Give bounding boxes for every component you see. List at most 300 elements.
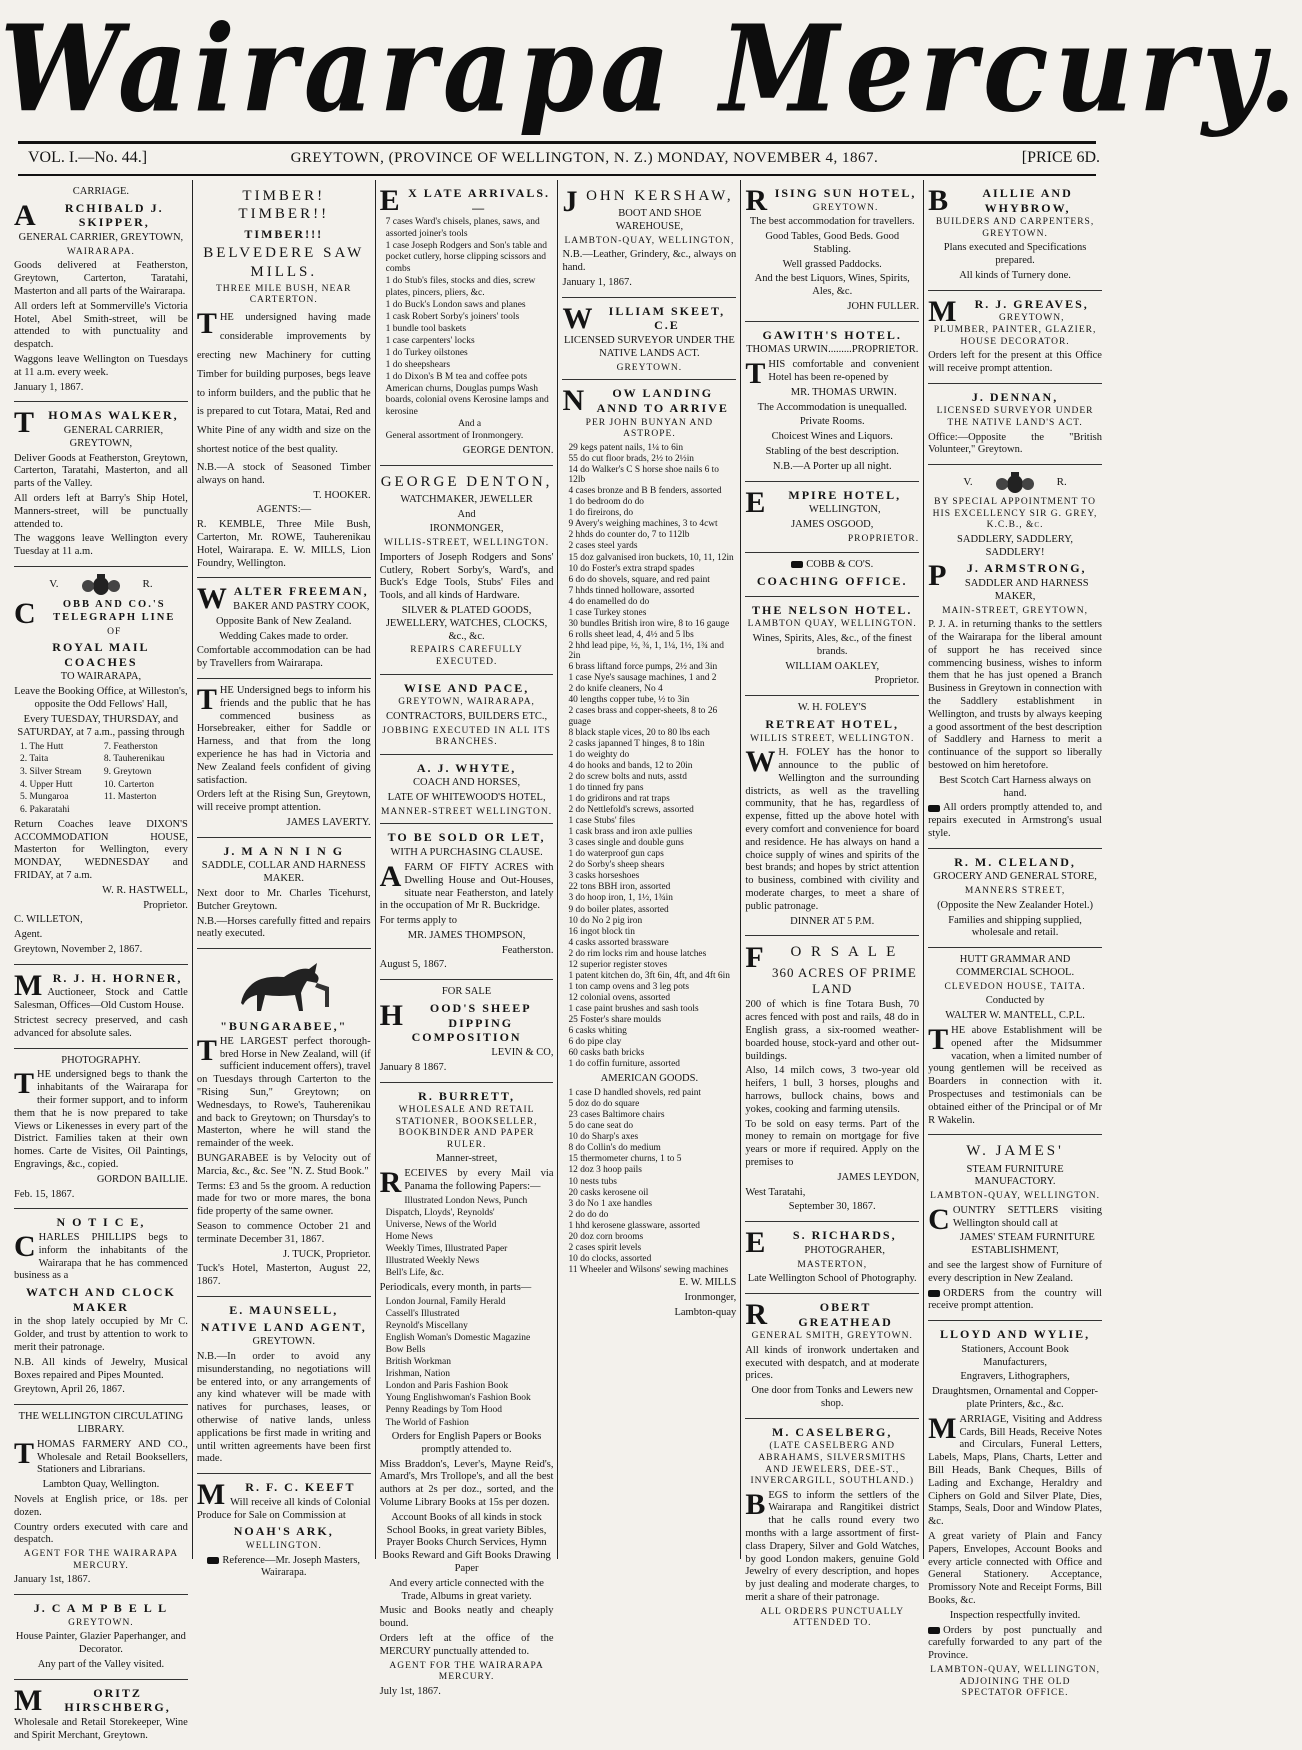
- bungarabee-terms: Terms: £3 and 5s the groom. A reduction made for two or more mares, the bona fide property of the same owner.: [196, 1180, 371, 1218]
- notice-date: Greytown, April 26, 1867.: [14, 1384, 125, 1396]
- walker-name: HOMAS WALKER,: [48, 408, 179, 423]
- list-item: 2 do screw bolts and nuts, asstd: [568, 772, 687, 783]
- list-item: 6 do do shovels, square, and red paint: [568, 574, 710, 585]
- list-item: 25 Foster's share moulds: [568, 1014, 662, 1025]
- ad-rising-sun: RISING SUN HOTEL, GREYTOWN. The best accommodation for travellers. Good Tables, Good Beds. Good Stabling. Well grassed Paddocks. And the best Liquors, Wines, Spirits, Ales, &c. JOHN FULLER.: [745, 180, 919, 322]
- library-heading: THE WELLINGTON CIRCULATING LIBRARY.: [18, 1411, 184, 1436]
- pointing-hand-icon: [791, 561, 803, 568]
- list-item: 1 case Turkey stones: [568, 607, 647, 618]
- royal-crest: [14, 574, 188, 596]
- empire-name: MPIRE HOTEL,: [788, 487, 902, 502]
- list-item: 1 case Nye's sausage machines, 1 and 2: [568, 673, 717, 684]
- dennan-office: Office:—Opposite the "British Volunteer," Greytown.: [928, 431, 1102, 456]
- list-item: 1 cask brass and iron axle pullies: [568, 827, 693, 838]
- pointing-hand-icon: [928, 1627, 940, 1634]
- list-item: 1 do weighty do: [568, 750, 630, 761]
- timber-signature: T. HOOKER.: [313, 489, 371, 501]
- sale-body-2: Also, 14 milch cows, 3 two-year old heifers, 1 bull, 3 horses, ploughs and harrows, bullock chains, bows and yokes, cooking and farming utensils.: [745, 1065, 920, 1115]
- list-item: 2 do Sorby's sheep shears: [568, 860, 665, 871]
- skipper-body-3: Waggons leave Wellington on Tuesdays at 11 a.m. every week.: [14, 354, 188, 378]
- list-item: 1 do fireirons, do: [568, 508, 634, 519]
- rising-sun-place: GREYTOWN.: [812, 202, 879, 213]
- list-item: Illustrated London News, Punch: [404, 1195, 528, 1206]
- burrett-more: And every article connected with the Trade, Albums in great variety.: [389, 1577, 544, 1602]
- rising-sun-body-3: Well grassed Paddocks.: [782, 258, 882, 270]
- list-item: Universe, News of the World: [385, 1220, 497, 1231]
- column-1: [10, 180, 192, 1741]
- ad-for-sale-land: F O R S A L E 360 ACRES OF PRIME LAND 200 of which is fine Totara Bush, 70 acres fenced with post and rails, 48 do in English grass, a six-roomed weather-boarded house, stock-yard and other out-buildings. Also, 14 milch cows, 3 two-year old heifers, 1 bull, 3 horses, ploughs and harrows, bullock chains, bows and yokes, cooking and farming utensils. To be sold on easy terms. Part of the money to remain on mortgage for five years or more if required. Apply on the premises to JAMES LEYDON, West Taratahi, September 30, 1867.: [745, 936, 919, 1222]
- denton-title-2: IRONMONGER,: [429, 523, 504, 535]
- skipper-title: GENERAL CARRIER, GREYTOWN,: [18, 232, 184, 244]
- ad-denton: [380, 466, 554, 675]
- stop-item: 5. Mungaroa: [20, 792, 69, 803]
- greathead-name: OBERT GREATHEAD: [798, 1299, 893, 1329]
- list-item: 6 do pipe clay: [568, 1036, 622, 1047]
- list-item: 1 do Turkey oilstones: [385, 348, 468, 359]
- timber-heading-2: TIMBER!!!: [244, 226, 324, 241]
- ad-library: THE WELLINGTON CIRCULATING LIBRARY. THOMAS FARMERY AND CO., Wholesale and Retail Booksellers, Stationers and Librarians. Lambton Quay, Wellington. Novels at English price, or 18s. per dozen. Country orders executed with care and despatch. AGENT FOR THE WAIRARAPA MERCURY. January 1st, 1867.: [14, 1405, 188, 1595]
- list-item: 1 do waterproof gun caps: [568, 849, 664, 860]
- greathead-body-2: One door from Tonks and Lewers new shop.: [751, 1385, 914, 1409]
- column-2: [192, 180, 375, 1579]
- denton-repairs: REPAIRS CAREFULLY EXECUTED.: [410, 645, 523, 667]
- gawith-body-5: Stabling of the best description.: [765, 445, 899, 457]
- ad-cobb: V. R. C OBB AND CO.'S TELEGRAPH LINE OF ROYAL MAIL COACHES TO WAIRARAPA, Leave the Booking Office, at Willeston's, opposite the Odd Fellows' Hall, Every TUESDAY, THURSDAY, and SATURDAY, at 7 a.m., passing through 1. The Hutt 7. Featherston 2. Taita 8. Tauherenikau 3. Silver Stream 9. Greytown 4. Upper Hutt 10. Carterton 5. Mungaroa 11. Masterton 6. Pakaratahi Return Coaches leave DIXON'S ACCOMMODATION HOUSE, Masterton for Wellington, every MONDAY, WEDNESDAY and FRIDAY, at 7 a.m. W. R. HASTWELL, Proprietor. C. WILLETON, Agent. Greytown, November 2, 1867.: [14, 567, 188, 965]
- hoods-signature: LEVIN & CO,: [491, 1046, 554, 1058]
- list-item: 2 cases brass and copper-sheets, 8 to 26 guage: [568, 706, 718, 727]
- burrett-account: Account Books of all kinds in stock School Books, in great variety Bibles, Prayer Books Church Services, Hymn Books Reward and Gift Books Drawing Paper: [382, 1511, 551, 1575]
- list-item: 4 casks assorted brassware: [568, 937, 669, 948]
- skeet-name: ILLIAM SKEET, C.E: [608, 303, 726, 333]
- pointing-hand-icon: [928, 1290, 940, 1297]
- stop-item: 11. Masterton: [103, 792, 157, 803]
- james-body: OUNTRY SETTLERS visiting Wellington should call at: [952, 1204, 1102, 1229]
- rising-sun-name: ISING SUN HOTEL,: [774, 186, 917, 200]
- list-item: Dispatch, Lloyds', Reynolds': [385, 1207, 495, 1218]
- list-item: 6 rolls sheet lead, 4, 4½ and 5 lbs: [568, 629, 694, 640]
- stop-item: 9. Greytown: [103, 767, 152, 778]
- sale-body-3: To be sold on easy terms. Part of the money to remain on mortgage for five years or more if required. Apply on the premises to: [745, 1118, 920, 1168]
- cleland-address: (Opposite the New Zealander Hotel.): [937, 899, 1094, 911]
- ad-wise-pace: [380, 675, 554, 755]
- burrett-music: Music and Books neatly and cheaply bound.: [379, 1605, 554, 1630]
- list-item: 2 do rim locks rim and house latches: [568, 948, 707, 959]
- sale-acres: 360 ACRES OF PRIME LAND: [771, 964, 917, 996]
- ad-burrett: R. BURRETT, WHOLESALE AND RETAIL STATIONER, BOOKSELLER, BOOKBINDER AND PAPER RULER. Manner-street, RECEIVES by every Mail via Panama the following Papers:— Illustrated London News, Punch Dispatch, Lloyds', Reynolds' Universe, News of the World Home News Weekly Times, Illustrated Paper Illustrated Weekly News Bell's Life, &c. Periodicals, every month, in parts— London Journal, Family Herald Cassell's Illustrated Reynold's Miscellany English Woman's Domestic Magazine Bow Bells British Workman Irishman, Nation London and Paris Fashion Book Young Englishwoman's Fashion Book Penny Readings by Tom Hood The World of Fashion Orders for English Papers or Books promptly attended to. Miss Braddon's, Lever's, Mayne Reid's, Amard's, Mrs Trollope's, and all the best authors at 2s per doz., sorted, and the Volume Library Books at 15s per dozen. Account Books of all kinds in stock School Books, in great variety Bibles, Prayer Books Church Services, Hymn Books Reward and Gift Books Drawing Paper And every article connected with the Trade, Albums in great variety. Music and Books neatly and cheaply bound. Orders left at the office of the MERCURY punctually attended to. AGENT FOR THE WAIRARAPA MERCURY. July 1st, 1867.: [379, 1088, 554, 1697]
- ad-maunsell: [197, 1297, 371, 1474]
- ad-campbell: [14, 1595, 188, 1680]
- nelson-heading: THE NELSON HOTEL.: [752, 602, 913, 617]
- gawith-heading: GAWITH'S HOTEL.: [762, 327, 902, 342]
- ad-baillie: B AILLIE AND WHYBROW, BUILDERS AND CARPENTERS, GREYTOWN. Plans executed and Specifications prepared. All kinds of Turnery done.: [928, 180, 1102, 291]
- crest-v: V.: [49, 578, 59, 591]
- foley-body: H. FOLEY has the honor to announce to the public of Wellington and the surrounding districts, as well as the travelling community, that he has, regardless of expense, fitted up the above hotel with every comfort and convenience for board and residence. He has always on hand a choice supply of wines and spirits of the best brands; and hopes by strict attention to business, combined with civility and moderate charges, to meet a share of public patronage.: [745, 747, 920, 912]
- kershaw-name: OHN KERSHAW,: [586, 188, 734, 204]
- cleland-street: MANNERS STREET,: [964, 886, 1066, 897]
- list-item: 29 kegs patent nails, 1¼ to 6in: [568, 442, 684, 453]
- nelson-proprietor: Proprietor.: [874, 675, 920, 687]
- ad-photography: PHOTOGRAPHY. THE undersigned begs to thank the inhabitants of the Wairarapa for their former support, and to inform them that he is now prepared to take Views or Likenesses in every part of the District. Families taken at their own homes. Carte de Visites, Oil Paintings, Engravings, &c., copied. GORDON BAILLIE. Feb. 15, 1867.: [14, 1049, 188, 1210]
- columns: [10, 180, 1106, 1741]
- cobb-office-2: COACHING OFFICE.: [756, 574, 908, 589]
- gawith-body-3: Private Rooms.: [799, 416, 865, 428]
- list-item: Weekly Times, Illustrated Paper: [385, 1244, 508, 1255]
- list-item: 1 do bedroom do do: [568, 497, 644, 508]
- periodicals-list: [386, 1297, 554, 1429]
- list-item: Irishman, Nation: [385, 1369, 451, 1380]
- papers-list: [386, 1196, 554, 1280]
- volume-number: VOL. I.—No. 44.]: [28, 149, 148, 166]
- richards-place: MASTERTON,: [797, 1259, 868, 1270]
- kershaw-address: LAMBTON-QUAY, WELLINGTON,: [564, 235, 735, 246]
- gawith-body-2: The Accommodation is unequalled.: [757, 401, 907, 413]
- list-item: 1 case Joseph Rodgers and Son's table and pocket cutlery, horse clipping scissors and combs: [385, 240, 547, 275]
- timber-heading: TIMBER! TIMBER!!: [238, 188, 330, 223]
- baillie-body: Plans executed and Specifications prepared.: [943, 242, 1087, 267]
- royal-crest: [928, 472, 1102, 494]
- sold-sub: WITH A PURCHASING CLAUSE.: [390, 847, 543, 859]
- burrett-orders: Orders for English Papers or Books promptly attended to.: [391, 1431, 542, 1455]
- ad-skeet: W ILLIAM SKEET, C.E LICENSED SURVEYOR UNDER THE NATIVE LANDS ACT. GREYTOWN.: [562, 298, 736, 380]
- ad-gawith: GAWITH'S HOTEL. THOMAS URWIN.........PROPRIETOR. THIS comfortable and convenient Hotel has been re-opened by MR. THOMAS URWIN. The Accommodation is unequalled. Private Rooms. Choicest Wines and Liquors. Stabling of the best description. N.B.—A Porter up all night.: [745, 322, 919, 482]
- ad-hirschberg: M ORITZ HIRSCHBERG, Wholesale and Retail Storekeeper, Wine and Spirit Merchant, Greytown.: [14, 1683, 188, 1741]
- ad-bungarabee: "BUNGARABEE," THE LARGEST perfect thorough-bred Horse in New Zealand, will (if sufficient inducement offers), travel on Tuesdays through Carterton to the "Rising Sun," Greytown; on Wednesdays, to Rowe's, Tauherenikau and back to Greytown; on Thursday's to Masterton, where he will stand the remainder of the week. BUNGARABEE is by Velocity out of Marcia, &c., &c. See "N. Z. Stud Book." Terms: £3 and 5s the groom. A reduction made for two or more mares, the bona fide property of the same owner. Season to commence October 21 and terminate December 31, 1867. J. TUCK, Proprietor. Tuck's Hotel, Masterton, August 22, 1867.: [197, 949, 371, 1297]
- campbell-place: GREYTOWN.: [68, 1617, 134, 1628]
- manning-name: J. M A N N I N G: [223, 843, 345, 858]
- armstrong-saddlery: SADDLERY, SADDLERY, SADDLERY!: [957, 533, 1074, 558]
- list-item: Young Englishwoman's Fashion Book: [385, 1393, 531, 1404]
- ad-skipper: CARRIAGE. A RCHIBALD J. SKIPPER, GENERAL CARRIER, GREYTOWN, WAIRARAPA. Goods delivered at Featherston, Greytown, Carterton, Taratahi, Masterton and all parts of the Wairarapa. All orders left at Sommerville's Victoria Hotel, Abel Smith-street, will be attended to with punctuality and despatch. Waggons leave Wellington on Tuesdays at 11 a.m. every week. January 1, 1867.: [14, 180, 188, 402]
- list-item: General assortment of Ironmongery.: [385, 431, 524, 442]
- crest-r: R.: [142, 578, 153, 591]
- list-item: 8 black staple vices, 20 to 80 lbs each: [568, 728, 710, 738]
- notice-body-3: N.B. All kinds of Jewelry, Musical Boxes repaired and Pipes Mounted.: [14, 1356, 188, 1381]
- sold-signature: MR. JAMES THOMPSON,: [407, 929, 526, 941]
- list-item: 7 cases Ward's chisels, planes, saws, and assorted joiner's tools: [385, 217, 540, 239]
- ad-to-be-sold: TO BE SOLD OR LET, WITH A PURCHASING CLAUSE. AFARM OF FIFTY ACRES with Dwelling House and Out-Houses, situate near Featherston, and lately in the occupation of Mr R. Buckridge. For terms apply to MR. JAMES THOMPSON, Featherston. August 5, 1867.: [380, 824, 554, 980]
- ad-greaves: M R. J. GREAVES, GREYTOWN, PLUMBER, PAINTER, GLAZIER, HOUSE DECORATOR. Orders left for the present at this Office will receive prompt attention.: [928, 291, 1102, 384]
- masthead: [0, 0, 1302, 140]
- wise-pace-place: GREYTOWN, WAIRARAPA,: [398, 697, 535, 708]
- sale-heading: O R S A L E: [790, 944, 899, 961]
- skeet-place: GREYTOWN.: [616, 362, 683, 373]
- skipper-date: January 1, 1867.: [14, 381, 84, 393]
- armstrong-body-2: Best Scotch Cart Harness always on hand.: [939, 774, 1092, 799]
- campbell-body: House Painter, Glazier Paperhanger, and Decorator.: [15, 1631, 186, 1656]
- bungarabee-season: Season to commence October 21 and terminate December 31, 1867.: [196, 1221, 371, 1245]
- bungarabee-body-2: BUNGARABEE is by Velocity out of Marcia, &c., &c. See "N. Z. Stud Book.": [196, 1153, 371, 1177]
- caselberg-orders: ALL ORDERS PUNCTUALLY ATTENDED TO.: [760, 1606, 905, 1629]
- freeman-title: BAKER AND PASTRY COOK,: [233, 601, 370, 613]
- ad-manning: [197, 838, 371, 949]
- keeft-place: WELLINGTON.: [245, 1541, 322, 1552]
- sale-date: September 30, 1867.: [788, 1201, 876, 1213]
- list-item: 1 case Stubs' files: [568, 816, 636, 827]
- dateline-rule: [18, 174, 1096, 176]
- gawith-body-4: Choicest Wines and Liquors.: [771, 431, 893, 443]
- american-list: [568, 1088, 736, 1275]
- greaves-place: GREYTOWN,: [998, 313, 1065, 324]
- armstrong-body: P. J. A. in returning thanks to the settlers of the Wairarapa for the liberal amount of support he has received since commencing business, wishes to inform them that he has just opened a Branch Business in Greytown in connection with the Saddlery establishment in Wellington, and trusts by always keeping a good assortment of the best description of Saddlery and Harness to merit a continuance of the support so liberally bestowed on him heretofore.: [928, 619, 1102, 772]
- mills-title: Ironmonger,: [684, 1292, 737, 1304]
- lloyd-invite: Inspection respectfully invited.: [949, 1609, 1081, 1621]
- denton-address: WILLIS-STREET, WELLINGTON.: [384, 538, 550, 549]
- stop-item: 6. Pakaratahi: [20, 804, 70, 815]
- whyte-name: A. J. WHYTE,: [416, 760, 517, 775]
- richards-name: S. RICHARDS,: [792, 1228, 897, 1243]
- ad-james: W. JAMES' STEAM FURNITURE MANUFACTORY. LAMBTON-QUAY, WELLINGTON. COUNTRY SETTLERS visiting Wellington should call at JAMES' STEAM FURNITURE ESTABLISHMENT, and see the largest show of Furniture of every description in New Zealand. ORDERS from the country will receive prompt attention.: [928, 1135, 1102, 1321]
- list-item: 4 cases bronze and B B fenders, assorted: [568, 486, 722, 497]
- maunsell-name: E. MAUNSELL,: [229, 1303, 339, 1318]
- walker-title: GENERAL CARRIER, GREYTOWN,: [63, 425, 164, 449]
- lloyd-body: ARRIAGE, Visiting and Address Cards, Bill Heads, Receive Notes and Circulars, Funeral Letters, Labels, Maps, Plans, Charts, Letter and Bill Heads, Bank Cheques, Bills of Lading and Exchange, Heraldry and Ciphers on Gold and Silver Plate, Dies, Stamps, Seals, Door and Window Plates, &c.: [928, 1413, 1102, 1528]
- caselberg-name: M. CASELBERG,: [772, 1424, 893, 1439]
- library-agent: AGENT FOR THE WAIRARAPA MERCURY.: [23, 1549, 179, 1571]
- freeman-address: Opposite Bank of New Zealand.: [215, 615, 352, 627]
- horse-icon: [229, 957, 339, 1015]
- burrett-title-2: BOOKBINDER AND PAPER RULER.: [398, 1128, 535, 1150]
- denton-silver: SILVER & PLATED GOODS, JEWELLERY, WATCHES, CLOCKS, &c., &c.: [385, 604, 548, 642]
- ad-armstrong: V. R. BY SPECIAL APPOINTMENT TO HIS EXCELLENCY SIR G. GREY, K.C.B., &c. SADDLERY, SADDLERY, SADDLERY! P J. ARMSTRONG, SADDLER AND HARNESS MAKER, MAIN-STREET, GREYTOWN, P. J. A. in returning thanks to the settlers of the Wairarapa for the liberal amount of support he has received since commencing business, wishes to inform them that he has just opened a Branch Business in Greytown in connection with the Saddlery establishment in Wellington, and trusts by always keeping a good assortment of the best description of Saddlery and Harness to merit a continuance of the support so liberally bestowed on him heretofore. Best Scotch Cart Harness always on hand. All orders promptly attended to, and repairs executed in Armstrong's usual style.: [928, 465, 1102, 849]
- cleland-title: GROCERY AND GENERAL STORE,: [933, 871, 1097, 883]
- bungarabee-body: HE LARGEST perfect thorough-bred Horse in New Zealand, will (if sufficient inducement offers), travel on Tuesdays through Carterton to the "Rising Sun," Greytown; on Wednesdays, to Rowe's, Tauherenikau and back to Greytown; on Thursday's to Masterton, where he will stand the remainder of the week.: [196, 1035, 371, 1150]
- list-item: 16 ingot block tin: [568, 926, 635, 937]
- richards-late: Late Wellington School of Photography.: [747, 1273, 917, 1285]
- cleland-name: R. M. CLELAND,: [954, 854, 1076, 869]
- sold-body: FARM OF FIFTY ACRES with Dwelling House and Out-Houses, situate near Featherston, and lately in the occupation of Mr R. Buckridge.: [379, 861, 554, 912]
- list-item: Illustrated Weekly News: [385, 1256, 480, 1267]
- list-item: 1 do coffin furniture, assorted: [568, 1058, 680, 1069]
- foley-address: WILLIS STREET, WELLINGTON.: [750, 733, 915, 744]
- ad-richards: E S. RICHARDS, PHOTOGRAHER, MASTERTON, Late Wellington School of Photography.: [745, 1222, 919, 1294]
- ad-cobb-office: [745, 553, 919, 596]
- ad-keeft: M R. F. C. KEEFT Will receive all kinds of Colonial Produce for Sale on Commission at NOAH'S ARK, WELLINGTON. Reference—Mr. Joseph Masters, Wairarapa.: [196, 1478, 371, 1579]
- list-item: 2 do Nettlefold's screws, assorted: [568, 805, 694, 816]
- james-address: LAMBTON-QUAY, WELLINGTON.: [930, 1191, 1100, 1202]
- rising-sun-body: The best accommodation for travellers.: [749, 216, 915, 228]
- empire-signature: JAMES OSGOOD,: [791, 519, 874, 530]
- cobb-days: Every TUESDAY, THURSDAY, and SATURDAY, at 7 a.m., passing through: [17, 713, 185, 738]
- list-item: 3 casks horseshoes: [568, 871, 640, 882]
- empire-place: WELLINGTON,: [808, 504, 881, 516]
- keeft-body: Will receive all kinds of Colonial Produce for Sale on Commission at: [196, 1496, 371, 1521]
- skipper-body-2: All orders left at Sommerville's Victoria Hotel, Abel Smith-street, will be attended to with punctuality and despatch.: [14, 300, 188, 351]
- list-item: 23 cases Baltimore chairs: [568, 1110, 665, 1121]
- campbell-body-2: Any part of the Valley visited.: [37, 1658, 165, 1670]
- list-item: 1 hhd kerosene glassware, assorted: [568, 1220, 700, 1231]
- baillie-body-2: All kinds of Turnery done.: [959, 270, 1071, 281]
- burrett-books: Miss Braddon's, Lever's, Mayne Reid's, Amard's, Mrs Trollope's, and all the best authors at 2s per doz., sorted, and the Volume Library Books at 15s per dozen.: [379, 1458, 554, 1509]
- ad-lloyd-wylie: LLOYD AND WYLIE, Stationers, Account Book Manufacturers, Engravers, Lithographers, Draughtsmen, Ornamental and Copper-plate Printers, &c., &c. MARRIAGE, Visiting and Address Cards, Bill Heads, Receive Notes and Circulars, Funeral Letters, Labels, Maps, Plans, Charts, Letter and Bill Heads, Bank Cheques, Bills of Lading and Exchange, Heraldry and Ciphers on Gold and Silver Plate, Dies, Stamps, Seals, Door and Window Plates, &c. A great variety of Plain and Fancy Papers, Envelopes, Account Books and every article connected with Office and General Stationery. Acceptance, Promissory Note and Receipt Forms, Bill Books, &c. Inspection respectfully invited. Orders by post punctually and carefully forwarded to any part of the Province. LAMBTON-QUAY, WELLINGTON, ADJOINING THE OLD SPECTATOR OFFICE.: [928, 1327, 1102, 1699]
- stop-item: 4. Upper Hutt: [20, 779, 73, 790]
- burrett-periodicals: Periodicals, every month, in parts—: [379, 1281, 532, 1293]
- list-item: 10 do Sharp's axes: [568, 1132, 639, 1143]
- whyte-address: MANNER-STREET WELLINGTON.: [380, 806, 553, 817]
- gawith-signature: MR. THOMAS URWIN.: [790, 386, 897, 398]
- list-item: 12 colonial ovens, assorted: [568, 992, 671, 1003]
- horner-body-2: Strictest secrecy preserved, and cash advanced for absolute sales.: [14, 1015, 188, 1039]
- hutt-conducted: Conducted by: [985, 995, 1045, 1007]
- cobb-date: Greytown, November 2, 1867.: [14, 944, 143, 956]
- notice-body: HARLES PHILLIPS begs to inform the inhabitants of the Wairarapa that he has commenced business as a: [14, 1232, 188, 1282]
- list-item: 1 do tinned fry pans: [568, 783, 644, 794]
- landing-list: [568, 443, 736, 1070]
- list-item: Home News: [385, 1232, 433, 1243]
- sold-terms: For terms apply to: [379, 915, 457, 927]
- skeet-title: LICENSED SURVEYOR UNDER THE NATIVE LANDS ACT.: [564, 335, 735, 359]
- denton-name: GEORGE DENTON,: [380, 473, 553, 490]
- list-item: Bell's Life, &c.: [385, 1268, 444, 1279]
- walker-body-3: The waggons leave Wellington every Tuesday at 11 a.m.: [14, 533, 188, 558]
- list-item: 3 do hoop iron, 1, 1½, 1¾in: [568, 893, 673, 904]
- armstrong-appointment: BY SPECIAL APPOINTMENT TO HIS EXCELLENCY SIR G. GREY, K.C.B., &c.: [932, 497, 1098, 531]
- belvedere-heading: BELVEDERE SAW MILLS.: [203, 245, 365, 280]
- list-item: 22 tons BBH iron, assorted: [568, 882, 671, 893]
- gawith-proprietor: THOMAS URWIN.........PROPRIETOR.: [746, 344, 919, 356]
- ad-dennan: [928, 384, 1102, 465]
- list-item: 1 do Dixon's B M tea and coffee pots American churns, Douglas pumps Wash boards, colonial ovens Kerosine lamps and kerosine: [385, 372, 549, 417]
- campbell-name: J. C A M P B E L L: [33, 1601, 169, 1616]
- list-item: 7 hhds tinned holloware, assorted: [568, 585, 695, 596]
- library-address: Lambton Quay, Wellington.: [42, 1479, 160, 1491]
- denton-and: And: [457, 508, 476, 520]
- for-sale-heading: FOR SALE: [441, 986, 492, 998]
- caselberg-body: EGS to inform the settlers of the Wairarapa and Rangitikei district that he calls round every two months with a large assortment of first-class Drapery, Silver and Gold Watches, by good London makers, genuine Gold Jewelry of every description, and hopes by just dealing and moderate charges, to merit a share of their patronage.: [745, 1489, 920, 1604]
- ad-arrivals: E X LATE ARRIVALS.— 7 cases Ward's chisels, planes, saws, and assorted joiner's tools 1 case Joseph Rodgers and Son's table and pocket cutlery, horse clipping scissors and combs 1 do Stub's files, stocks and dies, screw plates, pincers, pliers, &c. 1 do Buck's London saws and planes 1 cask Robert Sorby's joiners' tools 1 bundle tool baskets 1 case carpenters' locks 1 do Turkey oilstones 1 do sheepshears 1 do Dixon's B M tea and coffee pots American churns, Douglas pumps Wash boards, colonial ovens Kerosine lamps and kerosine And a General assortment of Ironmongery. GEORGE DENTON.: [380, 180, 554, 466]
- list-item: 1 ton camp ovens and 3 leg pots: [568, 981, 690, 992]
- list-item: 30 bundles British iron wire, 8 to 16 gauge: [568, 618, 730, 629]
- list-item: Cassell's Illustrated: [385, 1308, 460, 1319]
- sold-place: Featherston.: [501, 944, 554, 956]
- kershaw-nb: N.B.—Leather, Grindery, &c., always on hand.: [562, 249, 737, 274]
- james-name: W. JAMES': [966, 1143, 1064, 1160]
- list-item: 1 case paint brushes and sash tools: [568, 1003, 699, 1014]
- greaves-title: PLUMBER, PAINTER, GLAZIER, HOUSE DECORATOR.: [933, 325, 1097, 347]
- list-item: 1 case D handled shovels, red paint: [568, 1088, 701, 1099]
- burrett-address: Manner-street,: [435, 1153, 498, 1165]
- photo-date: Feb. 15, 1867.: [14, 1188, 75, 1200]
- mills-signature: E. W. MILLS: [679, 1277, 737, 1289]
- list-item: 55 do cut floor brads, 2½ to 2½in: [568, 453, 694, 464]
- stop-item: 2. Taita: [20, 754, 49, 765]
- list-item: 14 do Walker's C S horse shoe nails 6 to 12lb: [568, 464, 719, 486]
- list-item: 2 casks japanned T hinges, 8 to 18in: [568, 739, 705, 750]
- sold-date: August 5, 1867.: [379, 959, 447, 971]
- ad-hutt-school: HUTT GRAMMAR AND COMMERCIAL SCHOOL. CLEVEDON HOUSE, TAITA. Conducted by WALTER W. MANTELL, C.P.L. THE above Establishment will be opened after the Midsummer vacation, when a limited number of young gentlemen will be received as Boarders in connection with it. Prospectuses and testimonials can be obtained either of the Principal or of Mr R Wakelin.: [928, 948, 1102, 1135]
- coat-of-arms-icon: [79, 574, 123, 596]
- denton-title: WATCHMAKER, JEWELLER: [400, 493, 533, 505]
- burrett-name: R. BURRETT,: [418, 1088, 515, 1103]
- stop-item: 10. Carterton: [103, 779, 155, 790]
- list-item: 9 do boiler plates, assorted: [568, 904, 669, 915]
- landing-heading: OW LANDING ANND TO ARRIVE: [596, 386, 729, 415]
- ad-laverty: THE Undersigned begs to inform his friends and the public that he has commenced business as Horsebreaker, either for Saddle or Harness, and that from the long experience he has had in Victoria and New Zealand feels confident of giving satisfaction. Orders left at the Rising Sun, Greytown, will receive prompt attention. JAMES LAVERTY.: [197, 679, 371, 838]
- list-item: 20 casks kerosene oil: [568, 1187, 649, 1198]
- greaves-name: R. J. GREAVES,: [974, 296, 1089, 311]
- list-item: 2 cases spirit levels: [568, 1242, 642, 1253]
- lloyd-name: LLOYD AND WYLIE,: [939, 1327, 1091, 1342]
- list-item: English Woman's Domestic Magazine: [385, 1332, 531, 1343]
- stop-list: [20, 741, 188, 816]
- caselberg-title: (LATE CASELBERG AND ABRAHAMS, SILVERSMITHS AND JEWELERS, DEE-ST., INVERCARGILL, SOUTHLAND.): [750, 1441, 914, 1487]
- manning-address: Next door to Mr. Charles Ticehurst, Butcher Greytown.: [196, 888, 371, 912]
- ad-horner: M R. J. H. HORNER, Auctioneer, Stock and Cattle Salesman, Offices—Old Custom House. Strictest secrecy preserved, and cash advanced for absolute sales.: [14, 965, 188, 1049]
- list-item: 12 doz 3 hoop pails: [568, 1165, 642, 1176]
- hutt-body: HE above Establishment will be opened after the Midsummer vacation, when a limited number of young gentlemen will be received as Boarders in connection with it. Prospectuses and testimonials can be obtained either of the Principal or of Mr R Wakelin.: [928, 1024, 1102, 1126]
- photo-heading: PHOTOGRAPHY.: [61, 1054, 141, 1066]
- pointing-hand-icon: [207, 1557, 219, 1564]
- cleland-body: Families and shipping supplied, wholesale and retail.: [948, 914, 1082, 939]
- notice-body-2: in the shop lately occupied by Mr C. Golder, and trust by attention to work to merit their patronage.: [14, 1316, 188, 1354]
- ad-notice: N O T I C E, CHARLES PHILLIPS begs to inform the inhabitants of the Wairarapa that he has commenced business as a WATCH AND CLOCK MAKER in the shop lately occupied by Mr C. Golder, and trust by attention to work to merit their patronage. N.B. All kinds of Jewelry, Musical Boxes repaired and Pipes Mounted. Greytown, April 26, 1867.: [14, 1209, 188, 1405]
- kershaw-title: BOOT AND SHOE WAREHOUSE,: [615, 208, 702, 233]
- list-item: 1 cask Robert Sorby's joiners' tools: [385, 311, 520, 322]
- agents-body: R. KEMBLE, Three Mile Bush, Carterton, Mr. ROWE, Tauherenikau Hotel, Wairarapa. E. W. MILLS, Lion Foundry, Wellington.: [196, 519, 371, 569]
- list-item: 1 patent kitchen do, 3ft 6in, 4ft, and 4ft 6in: [568, 970, 730, 981]
- burrett-agent: AGENT FOR THE WAIRARAPA MERCURY.: [389, 1660, 544, 1683]
- cobb-of: OF: [107, 626, 122, 637]
- photo-signature: GORDON BAILLIE.: [96, 1173, 188, 1185]
- gawith-body: HIS comfortable and convenient Hotel has been re-opened by: [768, 359, 920, 383]
- ad-caselberg: M. CASELBERG, (LATE CASELBERG AND ABRAHAMS, SILVERSMITHS AND JEWELERS, DEE-ST., INVERCARGILL, SOUTHLAND.) BEGS to inform the settlers of the Wairarapa and Rangitikei district that he calls round every two months with a large assortment of first-class Drapery, Silver and Gold Watches, by good London makers, genuine Gold Jewelry of every description, and hopes by just dealing and moderate charges, to merit a share of their patronage. ALL ORDERS PUNCTUALLY ATTENDED TO.: [745, 1424, 920, 1629]
- maunsell-body: N.B.—In order to avoid any misunderstanding, no negotiations will be entered into, or any arrangements of any kind whatever will be made with natives for purchases, leases, or otherwise of native lands, unless applications be first made in writing and until written agreements have been first made.: [196, 1351, 371, 1465]
- notice-trade: WATCH AND CLOCK MAKER: [26, 1285, 176, 1314]
- hoods-body: OOD'S SHEEP DIPPING COMPOSITION: [411, 1001, 532, 1045]
- nelson-address: LAMBTON QUAY, WELLINGTON.: [747, 619, 917, 630]
- walker-body: Deliver Goods at Featherston, Greytown, Carterton, Taratahi, Masterton, and all parts of the Valley.: [14, 452, 188, 490]
- keeft-ark: NOAH'S ARK,: [233, 1524, 334, 1539]
- stop-item: 8. Tauherenikau: [103, 754, 165, 765]
- ad-hoods: FOR SALE H OOD'S SHEEP DIPPING COMPOSITION LEVIN & CO, January 8 1867.: [380, 980, 554, 1082]
- list-item: 5 do cane seat do: [568, 1121, 634, 1132]
- mills-address: Lambton-quay: [674, 1306, 737, 1318]
- stop-item: 3. Silver Stream: [20, 767, 82, 778]
- burrett-date: July 1st, 1867.: [379, 1685, 441, 1697]
- freeman-body-2: Comfortable accommodation can be had by Travellers from Wairarapa.: [196, 645, 371, 670]
- masthead-rule: [18, 141, 1096, 144]
- sale-place: West Taratahi,: [745, 1186, 806, 1198]
- list-item: 12 superior register stoves: [568, 959, 668, 970]
- bungarabee-signature: J. TUCK, Proprietor.: [283, 1248, 371, 1260]
- american-heading: AMERICAN GOODS.: [600, 1073, 699, 1085]
- list-item: And a: [458, 419, 482, 430]
- list-item: 10 do clocks, assorted: [568, 1253, 652, 1264]
- cobb-body: Leave the Booking Office, at Willeston's, opposite the Odd Fellows' Hall,: [14, 686, 188, 710]
- hutt-heading: HUTT GRAMMAR AND COMMERCIAL SCHOOL.: [956, 954, 1075, 978]
- list-item: 40 lengths copper tube, ½ to 3in: [568, 695, 690, 706]
- list-item: 2 do knife cleaners, No 4: [568, 684, 663, 695]
- library-body: HOMAS FARMERY AND CO., Wholesale and Retail Booksellers, Stationers and Librarians.: [37, 1438, 188, 1476]
- maunsell-title: NATIVE LAND AGENT,: [200, 1319, 367, 1334]
- skipper-place: WAIRARAPA.: [66, 246, 135, 257]
- list-item: 1 do sheepshears: [385, 360, 451, 371]
- crest-r: R.: [1056, 476, 1067, 489]
- horse-icon-wrap: [197, 957, 371, 1015]
- library-body-2: Novels at English price, or 18s. per dozen.: [14, 1494, 188, 1518]
- rising-sun-body-2: Good Tables, Good Beds. Good Stabling.: [765, 231, 900, 255]
- list-item: London Journal, Family Herald: [385, 1296, 506, 1307]
- arrivals-list: [386, 217, 554, 442]
- ad-freeman: WALTER FREEMAN, BAKER AND PASTRY COOK, Opposite Bank of New Zealand. Wedding Cakes made to order. Comfortable accommodation can be had by Travellers from Wairarapa.: [197, 578, 371, 679]
- laverty-signature: JAMES LAVERTY.: [286, 817, 371, 829]
- kershaw-date: January 1, 1867.: [562, 277, 632, 289]
- lloyd-title-3: Draughtsmen, Ornamental and Copper-plate Printers, &c., &c.: [932, 1386, 1099, 1410]
- cobb-heading: OBB AND CO.'S TELEGRAPH LINE: [53, 598, 176, 623]
- manning-title: SADDLE, COLLAR AND HARNESS MAKER.: [201, 860, 366, 885]
- rising-sun-body-4: And the best Liquors, Wines, Spirits, Ales, &c.: [754, 273, 910, 298]
- ad-whyte: [380, 755, 554, 825]
- notice-heading: N O T I C E,: [56, 1215, 146, 1230]
